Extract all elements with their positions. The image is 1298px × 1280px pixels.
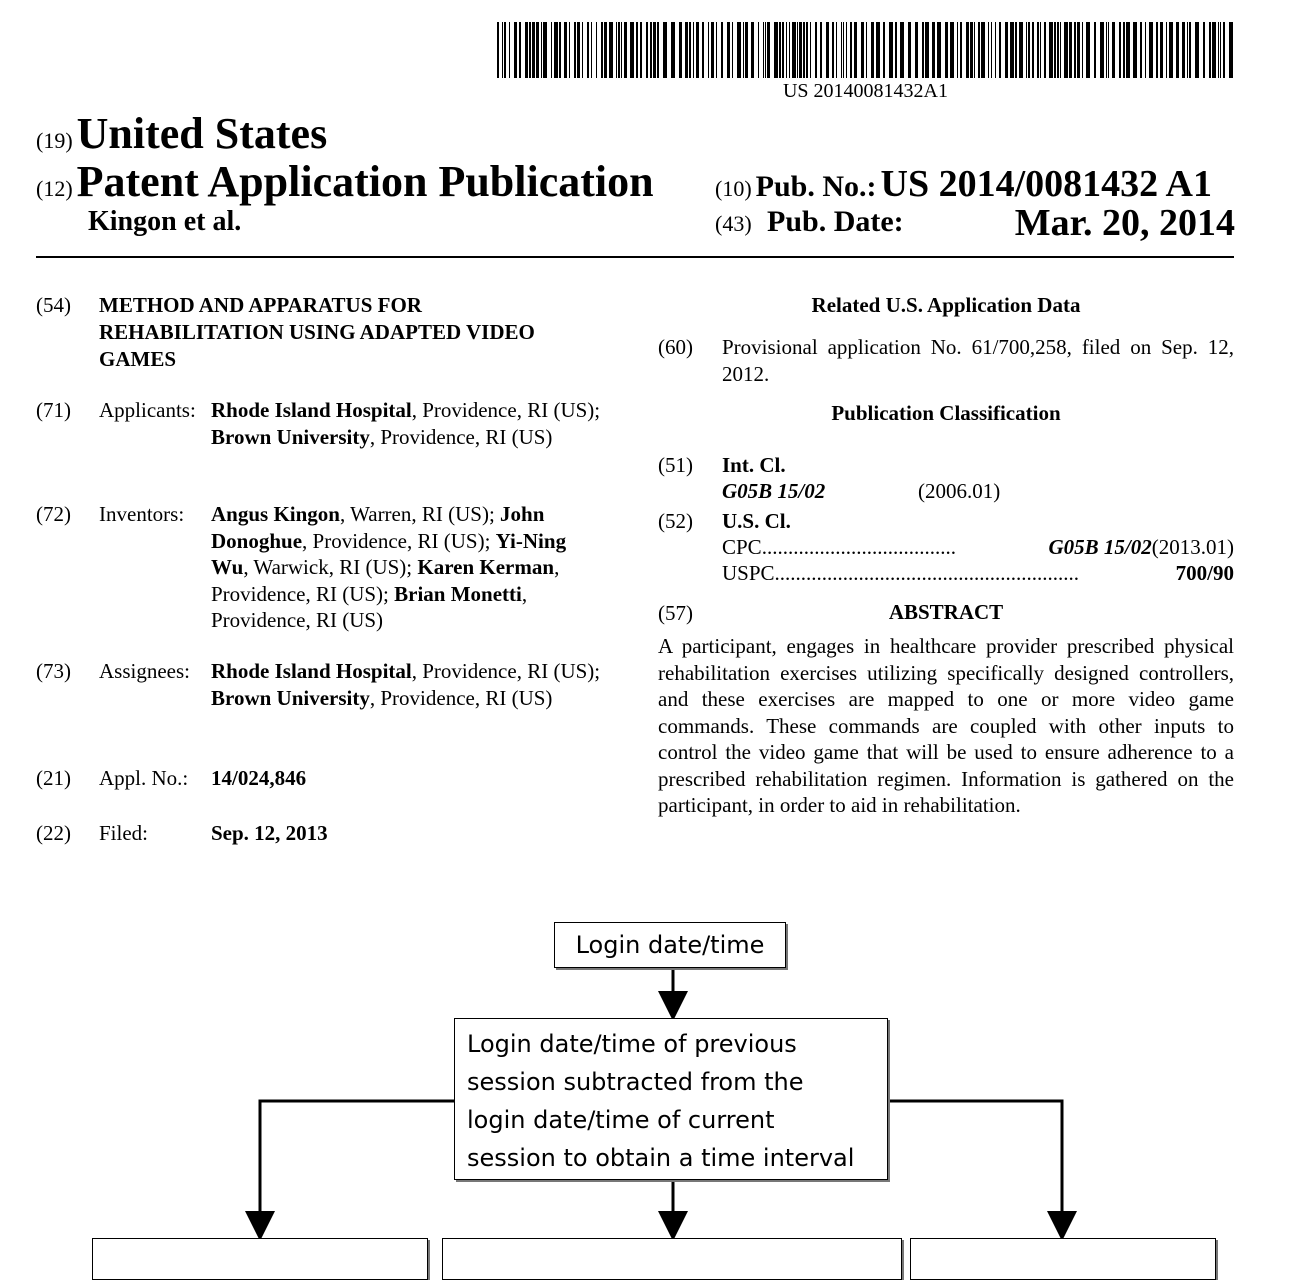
barcode-bar xyxy=(861,22,864,78)
barcode-bar xyxy=(1156,22,1158,78)
barcode-bar xyxy=(1140,22,1142,78)
assignee-location: , Providence, RI (US) xyxy=(369,685,553,710)
barcode-bar xyxy=(1032,22,1034,78)
applicant-location: , Providence, RI (US); xyxy=(411,398,601,422)
applicant-name: Rhode Island Hospital xyxy=(211,398,412,422)
barcode-bar xyxy=(883,22,885,78)
flow-box-line: Login date/time of previous xyxy=(467,1030,797,1058)
flow-box-bottom-left xyxy=(92,1238,428,1280)
uspc-dots: .......................................................... xyxy=(774,561,1080,585)
applicants-value xyxy=(211,397,611,450)
related-data-heading: Related U.S. Application Data xyxy=(811,293,1081,317)
inventor-location: , Providence, RI (US); xyxy=(211,555,560,606)
barcode-bar xyxy=(732,22,733,78)
flow-box-line: session to obtain a time interval xyxy=(467,1144,855,1172)
barcode-bar xyxy=(1094,22,1096,78)
barcode-bar xyxy=(995,22,996,78)
barcode-bar xyxy=(582,22,583,78)
barcode-bar xyxy=(758,22,759,78)
barcode-bar xyxy=(591,22,592,78)
barcode-bar xyxy=(604,22,607,78)
assignee-location: , Providence, RI (US); xyxy=(411,659,601,683)
barcode-bar xyxy=(1160,22,1163,78)
flow-box-line: session subtracted from the xyxy=(467,1068,804,1096)
inventor-location: , Warwick, RI (US); xyxy=(243,555,418,579)
uscl-label: U.S. Cl. xyxy=(722,509,791,533)
barcode-bar xyxy=(850,22,852,78)
barcode-bar xyxy=(1182,22,1185,78)
barcode-bar xyxy=(657,22,659,78)
cpc-line xyxy=(722,534,1234,561)
barcode-bar xyxy=(945,22,948,78)
doc-type-code: (12) xyxy=(36,176,73,201)
barcode-bar xyxy=(693,22,694,78)
barcode-bar xyxy=(779,22,781,78)
appl-number: 14/024,846 xyxy=(211,766,307,790)
barcode-bar xyxy=(1106,22,1107,78)
pub-date: Mar. 20, 2014 xyxy=(1014,202,1235,244)
abstract-code: (57) xyxy=(658,601,693,625)
barcode-bar xyxy=(1229,22,1233,78)
barcode-bar xyxy=(1195,22,1199,78)
uspc-value: 700/90 xyxy=(1175,561,1234,585)
barcode-bar xyxy=(541,22,542,78)
barcode-bar xyxy=(789,22,790,78)
inventors-value xyxy=(211,501,601,634)
barcode-bar xyxy=(797,22,798,78)
applicants-label: Applicants: xyxy=(99,398,196,422)
barcode-bar xyxy=(815,22,817,78)
barcode-bar xyxy=(866,22,867,78)
barcode-bar xyxy=(618,22,620,78)
barcode-bar xyxy=(1026,22,1027,78)
flow-box-bottom-middle xyxy=(442,1238,902,1280)
inventor-name: Karen Kerman xyxy=(417,555,555,579)
inventor-name: John Donoghue xyxy=(211,502,545,553)
barcode-bar xyxy=(876,22,880,78)
barcode-bar xyxy=(1123,22,1125,78)
filed-date: Sep. 12, 2013 xyxy=(211,821,328,845)
barcode-bar xyxy=(587,22,589,78)
barcode-bar xyxy=(1069,22,1072,78)
barcode-bar xyxy=(1133,22,1137,78)
abstract-text: A participant, engages in healthcare provider prescribed physical rehabilitation exercises utilizing specifically designed controllers, and these exercises are mapped to one or more video game commands. These commands are coupled with other inputs to control the video game that will be used to ensure adherence to a prescribed rehabilitation regimen. Information is gathered on the participant, in order to aid in rehabilitation. xyxy=(658,634,1234,817)
barcode-bar xyxy=(1037,22,1039,78)
barcode-bar xyxy=(1015,22,1017,78)
barcode-number: US 20140081432A1 xyxy=(782,80,948,102)
barcode-bar xyxy=(609,22,613,78)
applicant-name: Brown University xyxy=(211,424,370,449)
barcode-bar xyxy=(702,22,704,78)
applicant-location: , Providence, RI (US) xyxy=(369,424,553,449)
barcode-bar xyxy=(716,22,717,78)
title-code: (54) xyxy=(36,293,71,317)
provisional-code: (60) xyxy=(658,335,693,359)
barcode-bar xyxy=(957,22,958,78)
barcode-bar xyxy=(908,22,911,78)
inventor-name: Angus Kingon xyxy=(211,502,340,526)
barcode-bar xyxy=(640,22,642,78)
barcode-bar xyxy=(1209,22,1211,78)
barcode-bar xyxy=(536,22,539,78)
inventors-label: Inventors: xyxy=(99,502,185,526)
barcode-bar xyxy=(685,22,688,78)
barcode-bar xyxy=(978,22,980,78)
intcl-class: G05B 15/02 xyxy=(722,479,826,503)
barcode-bar xyxy=(974,22,975,78)
barcode-bar xyxy=(922,22,924,78)
barcode-bar xyxy=(981,22,985,78)
barcode-bar xyxy=(871,22,874,78)
barcode-bar xyxy=(711,22,714,78)
appl-code: (21) xyxy=(36,766,71,790)
barcode-bar xyxy=(1220,22,1221,78)
barcode-bar xyxy=(1044,22,1046,78)
barcode-bar xyxy=(1169,22,1173,78)
barcode-bar xyxy=(1057,22,1059,78)
barcode-bar xyxy=(846,22,847,78)
barcode-bar xyxy=(514,22,517,78)
barcode-bar xyxy=(616,22,617,78)
barcode-bar xyxy=(630,22,634,78)
assignees-value xyxy=(211,658,611,711)
barcode-bar xyxy=(502,22,503,78)
barcode-bar xyxy=(803,22,805,78)
barcode-bar xyxy=(826,22,829,78)
barcode-bar xyxy=(564,22,567,78)
barcode-bar xyxy=(624,22,627,78)
barcode-bar xyxy=(1100,22,1104,78)
barcode-bar xyxy=(1074,22,1076,78)
authors: Kingon et al. xyxy=(88,206,242,237)
barcode-bar xyxy=(509,22,510,78)
applicants-code: (71) xyxy=(36,398,71,422)
barcode-bar xyxy=(1082,22,1083,78)
barcode-bar xyxy=(532,22,535,78)
barcode-bar xyxy=(1040,22,1041,78)
barcode-bar xyxy=(525,22,528,78)
barcode-bar xyxy=(1166,22,1167,78)
inventor-name: Yi-Ning Wu xyxy=(211,528,567,579)
barcode-bar xyxy=(937,22,941,78)
barcode-bar xyxy=(774,22,778,78)
barcode-bar xyxy=(504,22,506,78)
country-code: (19) xyxy=(36,128,73,153)
inventors-code: (72) xyxy=(36,502,71,526)
barcode-bar xyxy=(1119,22,1121,78)
barcode-bar xyxy=(1019,22,1023,78)
barcode-bar xyxy=(889,22,893,78)
doc-type: Patent Application Publication xyxy=(76,157,654,206)
barcode-bar xyxy=(799,22,802,78)
barcode-bar xyxy=(751,22,754,78)
intcl-label: Int. Cl. xyxy=(722,453,786,477)
country-name: United States xyxy=(76,109,328,158)
cpc-class: G05B 15/02 xyxy=(1048,535,1152,559)
barcode-bar xyxy=(671,22,675,78)
intcl-code: (51) xyxy=(658,453,693,477)
barcode-bar xyxy=(1054,22,1056,78)
barcode-bar xyxy=(519,22,521,78)
barcode-bar xyxy=(1108,22,1109,78)
arrow-to-left-branch xyxy=(260,1101,454,1226)
uscl-code: (52) xyxy=(658,509,693,533)
uspc-label: USPC xyxy=(722,561,775,585)
filed-label: Filed: xyxy=(99,821,149,845)
barcode-bar xyxy=(832,22,834,78)
barcode-bar xyxy=(497,22,499,78)
barcode-bar xyxy=(696,22,699,78)
country-line xyxy=(36,108,327,159)
invention-title: METHOD AND APPARATUS FOR REHABILITATION USING ADAPTED VIDEO GAMES xyxy=(99,293,535,371)
flow-box-subtract xyxy=(454,1018,888,1180)
barcode-bar xyxy=(559,22,561,78)
barcode-bar xyxy=(1064,22,1068,78)
inventor-location: , Warren, RI (US); xyxy=(339,502,501,526)
pub-date-line xyxy=(715,201,1235,247)
barcode-bar xyxy=(1203,22,1205,78)
barcode-bar xyxy=(767,22,770,78)
barcode-bar xyxy=(689,22,691,78)
barcode-bar xyxy=(810,22,811,78)
barcode-bar xyxy=(679,22,682,78)
barcode-bar xyxy=(950,22,954,78)
pub-number-line xyxy=(715,162,1212,206)
filed-code: (22) xyxy=(36,821,71,845)
barcode-bar xyxy=(745,22,748,78)
abstract-heading: ABSTRACT xyxy=(888,600,1004,624)
barcode-bar xyxy=(991,22,992,78)
barcode-bar xyxy=(569,22,570,78)
pub-number-label: Pub. No.: xyxy=(755,170,877,203)
assignees-label: Assignees: xyxy=(99,659,190,683)
barcode-bar xyxy=(960,22,962,78)
cpc-dots: ..................................... xyxy=(761,535,956,559)
barcode-bar xyxy=(554,22,558,78)
barcode-bar xyxy=(970,22,973,78)
barcode-bar xyxy=(786,22,787,78)
barcode-bar xyxy=(621,22,622,78)
provisional-text: Provisional application No. 61/700,258, filed on Sep. 12, 2012. xyxy=(722,335,1234,386)
barcode-bar xyxy=(529,22,531,78)
barcode-bar xyxy=(841,22,842,78)
barcode-bar xyxy=(806,22,808,78)
flow-box-bottom-right xyxy=(910,1238,1216,1280)
barcode-bar xyxy=(836,22,837,78)
barcode-bar xyxy=(1145,22,1146,78)
barcode-bar xyxy=(1218,22,1219,78)
flow-box-login: Login date/time xyxy=(554,922,786,968)
barcode-bar xyxy=(577,22,580,78)
barcode-bar xyxy=(596,22,597,78)
barcode-bar xyxy=(1189,22,1191,78)
barcode-bar xyxy=(727,22,730,78)
barcode-bar xyxy=(1028,22,1030,78)
classification-heading: Publication Classification xyxy=(831,401,1061,425)
barcode-bar xyxy=(854,22,857,78)
barcode-bar xyxy=(721,22,723,78)
barcode-bar xyxy=(820,22,822,78)
barcode-bar xyxy=(966,22,969,78)
pub-number: US 2014/0081432 A1 xyxy=(880,163,1212,205)
cpc-version: (2013.01) xyxy=(1151,535,1234,559)
barcode-bar xyxy=(636,22,638,78)
pub-date-label: Pub. Date: xyxy=(767,205,904,238)
header-divider xyxy=(36,256,1234,258)
cpc-label: CPC xyxy=(722,535,762,559)
barcode-bar xyxy=(653,22,656,78)
barcode-bar xyxy=(765,22,766,78)
barcode-bar xyxy=(1187,22,1188,78)
barcode-bar xyxy=(543,22,547,78)
barcode-bar xyxy=(988,22,989,78)
barcode-bar xyxy=(1223,22,1225,78)
barcode-bar xyxy=(646,22,648,78)
barcode-bar xyxy=(763,22,764,78)
intcl-version: (2006.01) xyxy=(918,479,1001,503)
pub-number-code: (10) xyxy=(715,176,752,201)
barcode-bar xyxy=(1086,22,1090,78)
barcode-bar xyxy=(1010,22,1014,78)
barcode-bar xyxy=(1212,22,1216,78)
assignee-name: Brown University xyxy=(211,685,370,710)
appl-label: Appl. No.: xyxy=(99,766,189,790)
pub-date-code: (43) xyxy=(715,211,752,236)
barcode-bar xyxy=(1176,22,1179,78)
barcode-bar xyxy=(900,22,904,78)
barcode-bar xyxy=(708,22,709,78)
barcode-bar xyxy=(1112,22,1115,78)
barcode-bar xyxy=(915,22,918,78)
barcode-bar xyxy=(925,22,929,78)
barcode-bar xyxy=(1005,22,1008,78)
barcode-bar xyxy=(1126,22,1130,78)
barcode-bar xyxy=(551,22,552,78)
barcode-bar xyxy=(932,22,935,78)
doc-type-line xyxy=(36,156,654,207)
barcode-image xyxy=(497,22,1234,78)
inventor-location: , Providence, RI (US) xyxy=(211,581,528,632)
barcode-bar xyxy=(1077,22,1080,78)
barcode-bar xyxy=(1049,22,1053,78)
arrow-to-right-branch xyxy=(888,1101,1062,1226)
inventor-location: , Providence, RI (US); xyxy=(302,528,496,553)
barcode-bar xyxy=(574,22,576,78)
uspc-line xyxy=(722,560,1234,587)
barcode-bar xyxy=(743,22,744,78)
barcode-bar xyxy=(999,22,1001,78)
flow-box-line: login date/time of current xyxy=(467,1106,775,1134)
barcode-bar xyxy=(895,22,897,78)
barcode-bar xyxy=(792,22,796,78)
barcode-bar xyxy=(601,22,603,78)
barcode-bar xyxy=(663,22,667,78)
assignees-code: (73) xyxy=(36,659,71,683)
barcode-bar xyxy=(1060,22,1061,78)
barcode-bar xyxy=(782,22,784,78)
barcode-bar xyxy=(650,22,652,78)
barcode-bar xyxy=(737,22,741,78)
assignee-name: Rhode Island Hospital xyxy=(211,659,412,683)
barcode-bar xyxy=(1149,22,1153,78)
barcode-bar xyxy=(843,22,844,78)
inventor-name: Brian Monetti xyxy=(394,581,522,606)
